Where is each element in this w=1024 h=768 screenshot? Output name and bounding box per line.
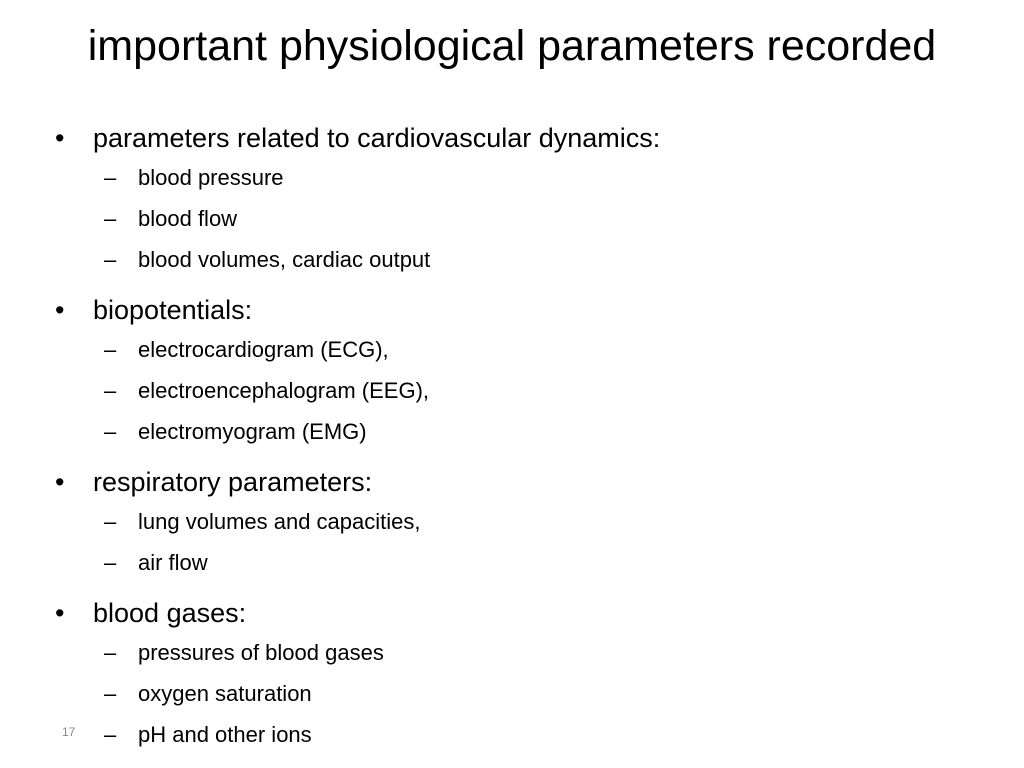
bullet-item [0,291,1024,329]
sub-item [0,501,1024,542]
sub-item [0,198,1024,239]
bullet-icon: • [55,467,65,497]
dash-icon: – [104,165,117,190]
sub-item-text: lung volumes and capacities, [138,509,421,534]
bullet-icon: • [55,598,65,628]
section-blood-gases [0,594,1024,755]
dash-icon: – [104,640,117,665]
section-biopotentials [0,291,1024,452]
dash-icon: – [104,722,117,747]
dash-icon: – [104,247,117,272]
sub-item-text: electroencephalogram (EEG), [138,378,430,403]
sub-item [0,714,1024,755]
dash-icon: – [104,337,117,362]
sub-item [0,632,1024,673]
section-heading: respiratory parameters: [93,467,373,497]
dash-icon: – [104,681,117,706]
sub-item [0,157,1024,198]
sub-item-text: electrocardiogram (ECG), [138,337,389,362]
sub-item-text: air flow [138,550,208,575]
sub-item [0,411,1024,452]
section-heading: blood gases: [93,598,247,628]
sub-item [0,542,1024,583]
sub-item-text: blood pressure [138,165,284,190]
slide-title: important physiological parameters recorded [87,22,937,70]
sub-item-text: oxygen saturation [138,681,312,706]
dash-icon: – [104,550,117,575]
sub-item [0,673,1024,714]
dash-icon: – [104,509,117,534]
bullet-item [0,119,1024,157]
section-heading: biopotentials: [93,295,253,325]
sub-item-text: pH and other ions [138,722,312,747]
sub-item-text: pressures of blood gases [138,640,384,665]
section-cardiovascular [0,119,1024,280]
sub-item-text: blood flow [138,206,238,231]
dash-icon: – [104,206,117,231]
section-respiratory [0,463,1024,583]
bullet-item [0,594,1024,632]
bullet-item [0,463,1024,501]
sub-item-text: electromyogram (EMG) [138,419,367,444]
bullet-icon: • [55,295,65,325]
dash-icon: – [104,419,117,444]
sub-item [0,239,1024,280]
slide-number: 17 [62,725,76,739]
sub-item [0,329,1024,370]
section-heading: parameters related to cardiovascular dynamics: [93,123,661,153]
dash-icon: – [104,378,117,403]
sub-item [0,370,1024,411]
sub-item-text: blood volumes, cardiac output [138,247,431,272]
bullet-icon: • [55,123,65,153]
